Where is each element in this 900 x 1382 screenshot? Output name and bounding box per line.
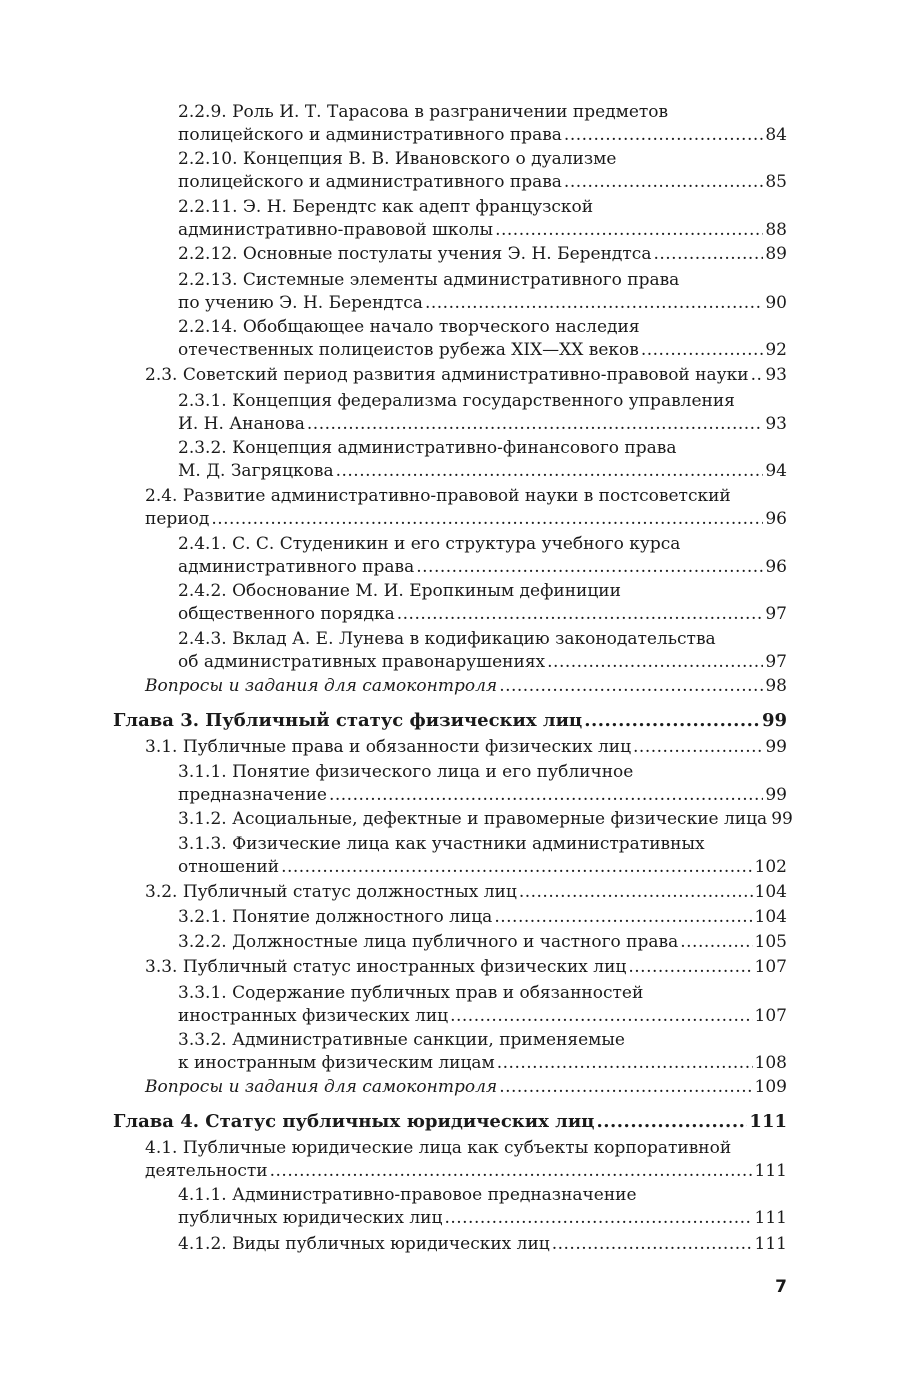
toc-chapter-title: Глава 4. Статус публичных юридических лиц [113, 1111, 595, 1132]
leader-dots [519, 881, 753, 904]
toc-entry-3-2-1 [178, 906, 787, 929]
toc-entry-title: Вопросы и задания для самоконтроля [145, 676, 498, 696]
toc-entry-title: административно-правовой школы [178, 220, 494, 240]
toc-entry-title: административного права [178, 557, 415, 577]
toc-entry-title: И. Н. Ананова [178, 414, 305, 434]
toc-page-number: 92 [765, 340, 787, 360]
toc-entry-title: 2.3. Советский период развития административно-правовой науки [145, 365, 749, 385]
leader-dots [281, 856, 752, 879]
leader-dots [270, 1160, 753, 1183]
leader-dots [307, 413, 763, 436]
toc-page-number: 108 [754, 1053, 787, 1073]
toc-entry-title: 2.2.11. Э. Н. Берендтс как адепт французской [178, 197, 594, 217]
toc-entry-title: 3.1.3. Физические лица как участники административных [178, 834, 705, 854]
toc-entry-3-2 [145, 881, 787, 904]
leader-dots [499, 1076, 752, 1099]
toc-entry-3-1 [145, 736, 787, 759]
leader-dots [628, 956, 752, 979]
toc-entry-title: 2.4.3. Вклад А. Е. Лунева в кодификацию законодательства [178, 629, 716, 649]
toc-page-number: 97 [765, 652, 787, 672]
toc-entry-2-3 [145, 364, 787, 387]
toc-entry-title: 3.2.2. Должностные лица публичного и частного права [178, 932, 679, 952]
toc-entry-title: деятельности [145, 1161, 268, 1181]
toc-page-number: 85 [765, 172, 787, 192]
toc-entry-title: 2.4. Развитие административно-правовой науки в постсоветский [145, 486, 731, 506]
toc-chapter-3 [113, 709, 787, 732]
leader-dots [751, 364, 764, 387]
toc-page-number: 107 [754, 1006, 787, 1026]
toc-page-number: 104 [754, 907, 787, 927]
leader-dots [633, 736, 763, 759]
toc-entry-title: общественного порядка [178, 604, 395, 624]
toc-page-number: 90 [765, 293, 787, 313]
toc-entry-title: 2.4.1. С. С. Студеникин и его структура учебного курса [178, 534, 681, 554]
toc-entry-title: по учению Э. Н. Берендтса [178, 293, 423, 313]
leader-dots [584, 709, 760, 732]
toc-entry-title: 2.3.2. Концепция административно-финансового права [178, 438, 677, 458]
toc-entry-title: 3.2. Публичный статус должностных лиц [145, 882, 517, 902]
toc-entry-title: иностранных физических лиц [178, 1006, 449, 1026]
toc-page-number: 104 [754, 882, 787, 902]
toc-entry-title: 3.1.1. Понятие физического лица и его публичное [178, 762, 634, 782]
leader-dots [680, 931, 752, 954]
toc-entry-title: 3.1.2. Асоциальные, дефектные и правомерные физические лица [178, 809, 768, 829]
toc-entry-2-4-2 [178, 580, 787, 626]
toc-entry-3-1-3 [178, 833, 787, 879]
toc-page-number: 93 [765, 414, 787, 434]
toc-entry-self-check-2 [145, 675, 787, 698]
leader-dots [564, 124, 763, 147]
toc-page-number: 88 [765, 220, 787, 240]
toc-chapter-title: Глава 3. Публичный статус физических лиц [113, 710, 583, 731]
leader-dots [547, 651, 763, 674]
toc-entry-2-2-13 [178, 269, 787, 315]
toc-entry-3-1-1 [178, 761, 787, 807]
toc-entry-2-3-2 [178, 437, 787, 483]
toc-entry-3-1-2 [178, 808, 793, 831]
leader-dots [494, 906, 752, 929]
toc-entry-title: публичных юридических лиц [178, 1208, 443, 1228]
leader-dots [641, 339, 764, 362]
toc-entry-title: 2.2.10. Концепция В. В. Ивановского о дуализме [178, 149, 617, 169]
toc-entry-4-1 [145, 1137, 787, 1183]
leader-dots [444, 1207, 752, 1230]
toc-page-number: 99 [765, 785, 787, 805]
toc-entry-title: отечественных полицеистов рубежа XIX—XX веков [178, 340, 639, 360]
toc-page-number: 105 [754, 932, 787, 952]
toc-entry-title: полицейского и административного права [178, 172, 562, 192]
toc-page-number: 98 [765, 676, 787, 696]
toc-page-number: 107 [754, 957, 787, 977]
toc-entry-title: 4.1.1. Административно-правовое предназначение [178, 1185, 637, 1205]
leader-dots [653, 243, 763, 266]
toc-entry-2-4 [145, 485, 787, 531]
toc-entry-title: 4.1.2. Виды публичных юридических лиц [178, 1234, 550, 1254]
toc-entry-title: полицейского и административного права [178, 125, 562, 145]
toc-entry-title: 2.2.14. Обобщающее начало творческого наследия [178, 317, 640, 337]
toc-page-number: 109 [754, 1077, 787, 1097]
toc-entry-title: период [145, 509, 210, 529]
toc-entry-2-3-1 [178, 390, 787, 436]
toc-entry-title: предназначение [178, 785, 327, 805]
toc-entry-title: М. Д. Загряцкова [178, 461, 334, 481]
leader-dots [425, 292, 763, 315]
leader-dots [397, 603, 764, 626]
toc-entry-2-2-9 [178, 101, 787, 147]
toc-entry-title: 3.3. Публичный статус иностранных физических лиц [145, 957, 627, 977]
toc-entry-2-2-11 [178, 196, 787, 242]
page-number: 7 [775, 1277, 787, 1297]
leader-dots [495, 219, 763, 242]
toc-entry-title: Вопросы и задания для самоконтроля [145, 1077, 498, 1097]
toc-entry-title: 3.3.2. Административные санкции, применяемые [178, 1030, 625, 1050]
toc-entry-title: 3.3.1. Содержание публичных прав и обязанностей [178, 983, 644, 1003]
toc-page-number: 111 [754, 1208, 787, 1228]
toc-page-number: 111 [749, 1111, 787, 1132]
toc-page-number: 111 [754, 1161, 787, 1181]
toc-entry-2-4-3 [178, 628, 787, 674]
toc-entry-title: 2.4.2. Обоснование М. И. Еропкиным дефиниции [178, 581, 621, 601]
toc-entry-4-1-2 [178, 1233, 787, 1256]
toc-entry-self-check-3 [145, 1076, 787, 1099]
leader-dots [211, 508, 763, 531]
leader-dots [552, 1233, 753, 1256]
leader-dots [564, 171, 763, 194]
toc-entry-2-2-10 [178, 148, 787, 194]
toc-entry-title: к иностранным физическим лицам [178, 1053, 495, 1073]
toc-entry-title: 3.1. Публичные права и обязанности физических лиц [145, 737, 632, 757]
toc-entry-title: 2.2.12. Основные постулаты учения Э. Н. Берендтса [178, 244, 652, 264]
toc-entry-3-3 [145, 956, 787, 979]
toc-page-number: 99 [761, 710, 787, 731]
toc-page-number: 102 [754, 857, 787, 877]
toc-page-number: 111 [754, 1234, 787, 1254]
toc-page-number: 99 [765, 737, 787, 757]
toc-page-number: 94 [765, 461, 787, 481]
toc-page-number: 84 [765, 125, 787, 145]
leader-dots [497, 1052, 753, 1075]
toc-page-number: 99 [771, 809, 793, 829]
toc-entry-3-3-2 [178, 1029, 787, 1075]
toc-entry-3-3-1 [178, 982, 787, 1028]
toc-entry-2-2-12 [178, 243, 787, 266]
toc-entry-title: отношений [178, 857, 280, 877]
toc-entry-title: 4.1. Публичные юридические лица как субъекты корпоративной [145, 1138, 732, 1158]
toc-entry-3-2-2 [178, 931, 787, 954]
toc-page-number: 96 [765, 509, 787, 529]
leader-dots [596, 1110, 747, 1133]
toc-entry-title: об административных правонарушениях [178, 652, 546, 672]
toc-entry-title: 2.2.9. Роль И. Т. Тарасова в разграничении предметов [178, 102, 669, 122]
toc-page-number: 96 [765, 557, 787, 577]
toc-page-number: 89 [765, 244, 787, 264]
leader-dots [499, 675, 763, 698]
leader-dots [416, 556, 763, 579]
toc-entry-title: 3.2.1. Понятие должностного лица [178, 907, 493, 927]
toc-chapter-4 [113, 1110, 787, 1133]
leader-dots [450, 1005, 752, 1028]
toc-entry-title: 2.2.13. Системные элементы административного права [178, 270, 680, 290]
toc-page-number: 93 [765, 365, 787, 385]
toc-entry-2-2-14 [178, 316, 787, 362]
leader-dots [336, 460, 764, 483]
toc-page-number: 97 [765, 604, 787, 624]
leader-dots [329, 784, 763, 807]
toc-entry-4-1-1 [178, 1184, 787, 1230]
toc-entry-2-4-1 [178, 533, 787, 579]
toc-entry-title: 2.3.1. Концепция федерализма государственного управления [178, 391, 735, 411]
